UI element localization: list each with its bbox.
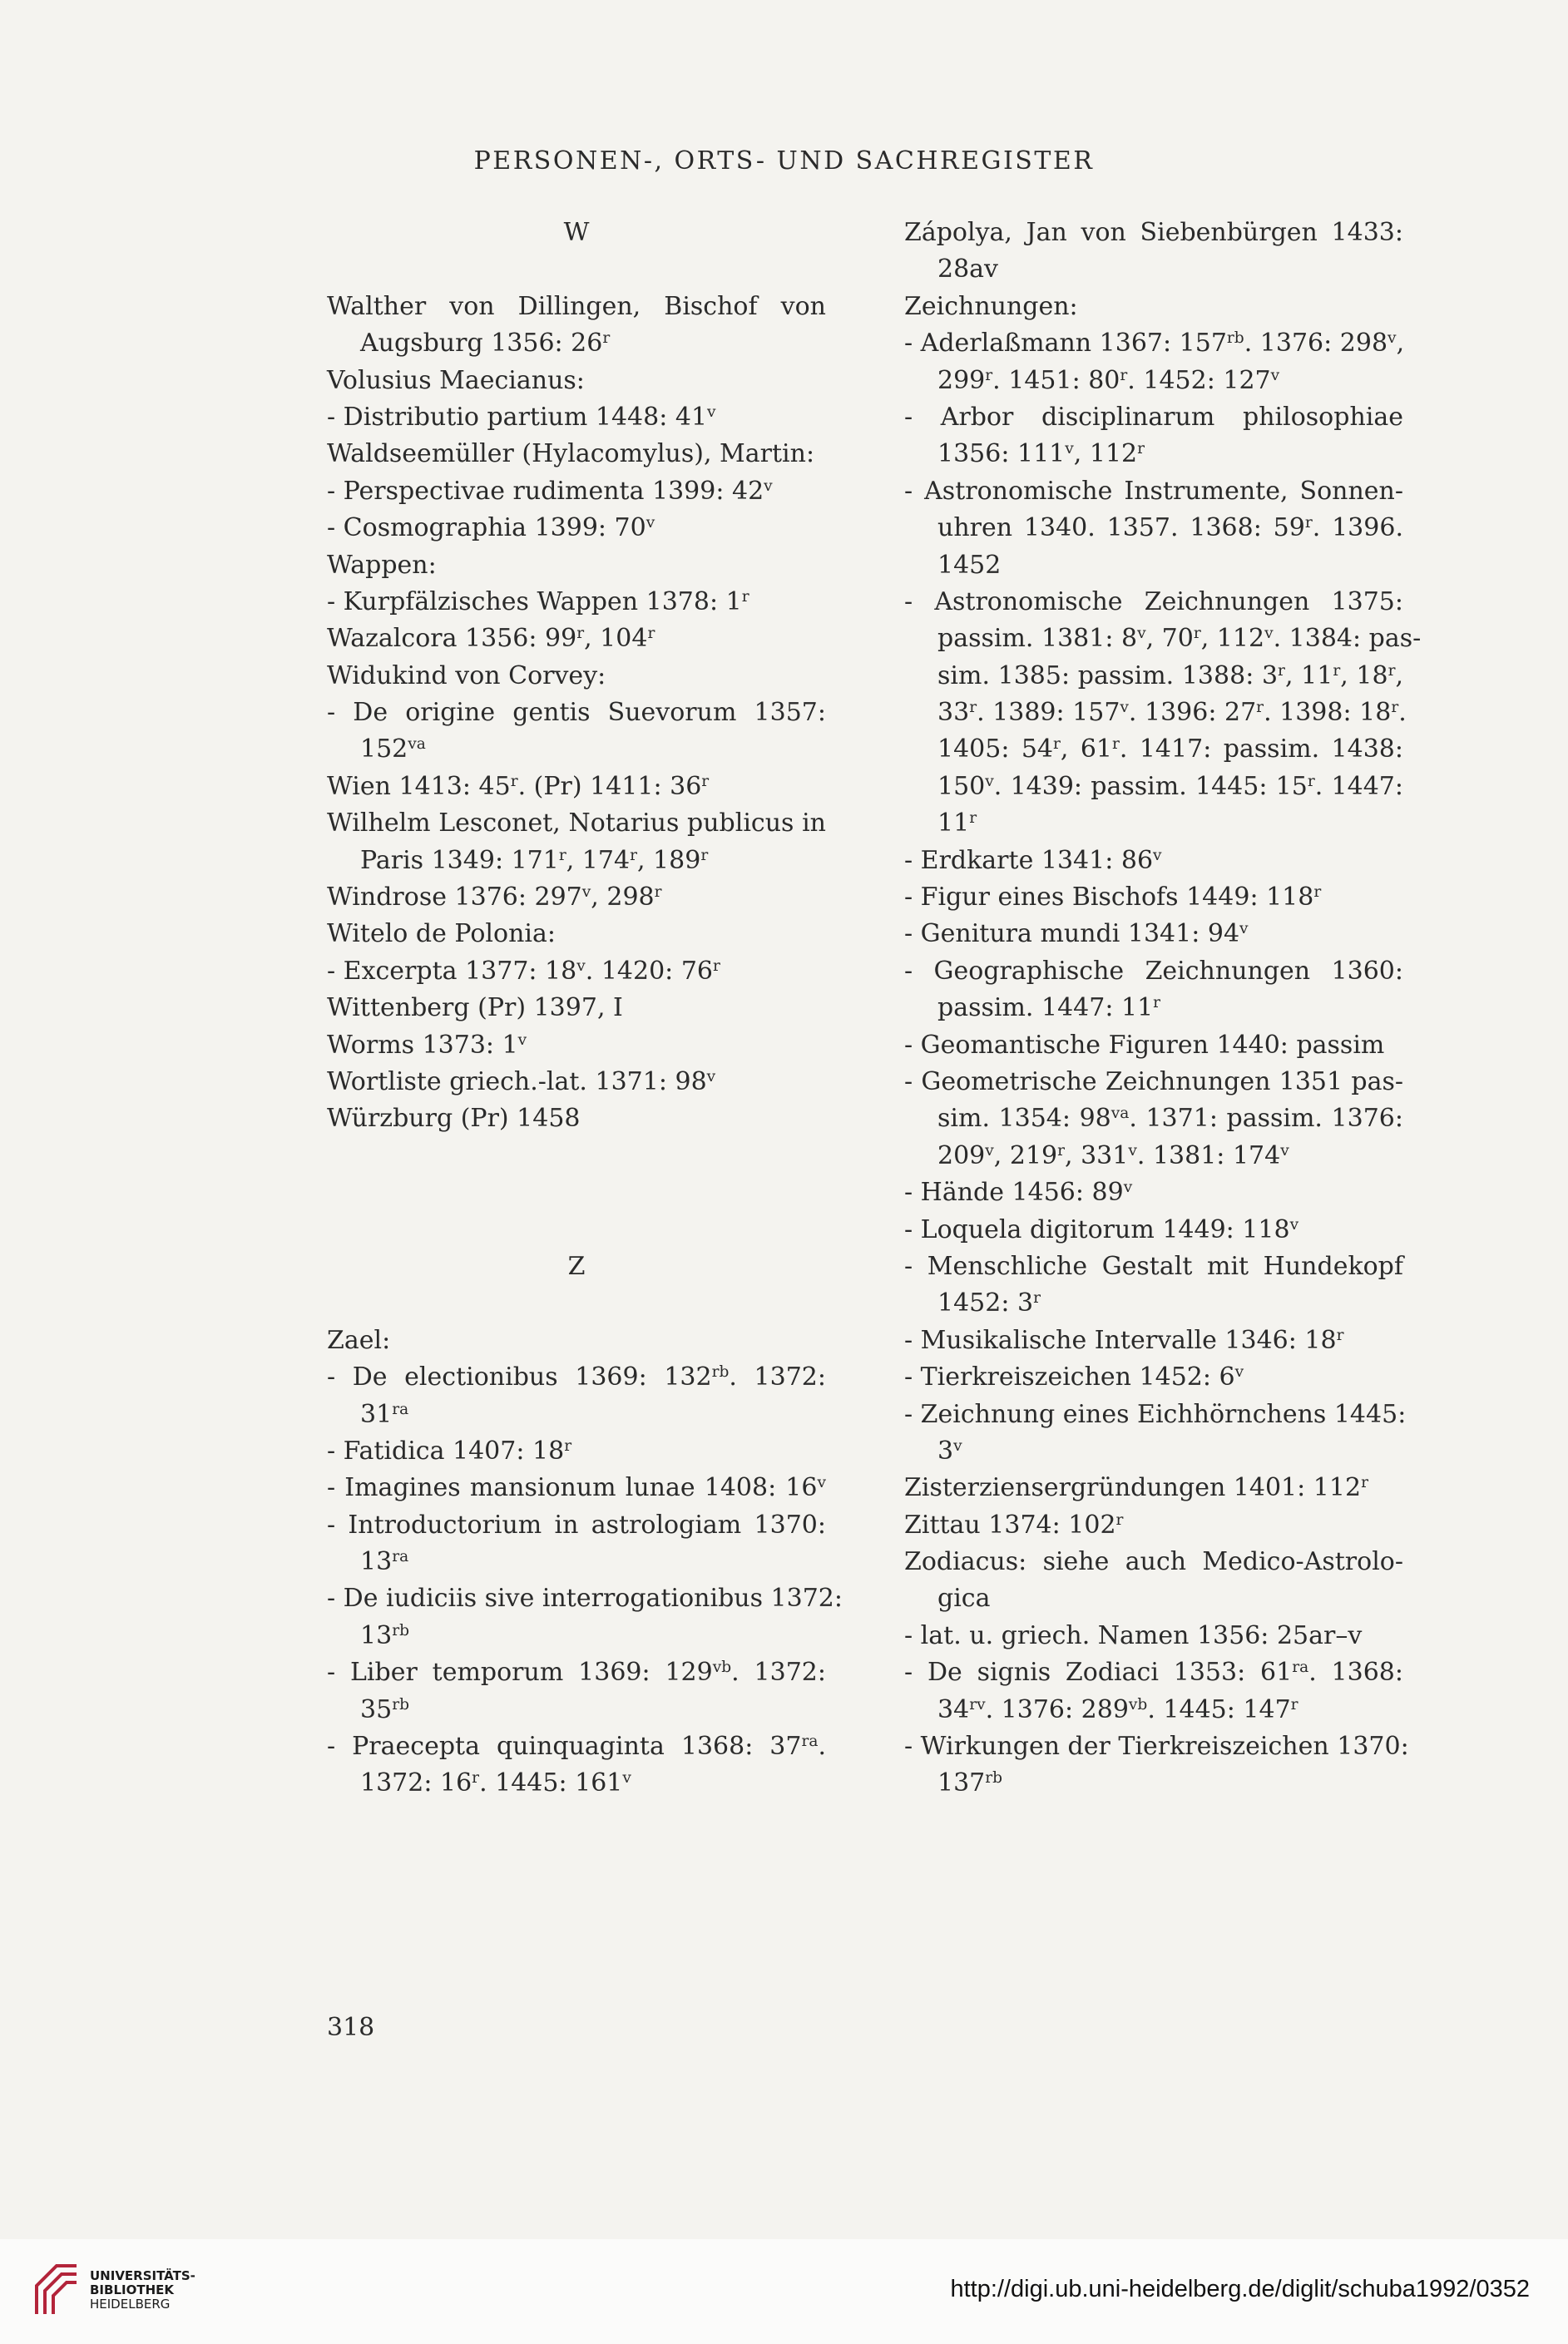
logo-line-1: UNIVERSITÄTS- (90, 2268, 195, 2283)
index-entry-line: - De iudiciis sive interrogationibus 1372: (327, 1584, 843, 1614)
index-entry-line: - lat. u. griech. Namen 1356: 25ar–v (904, 1620, 1363, 1650)
index-entry-line: $13^{rb}$ (360, 1620, 409, 1650)
index-entry-line: 3$^v$ (937, 1436, 962, 1466)
index-entry-line: sim. 1354: $98^{va}$. 1371: passim. 1376: (937, 1104, 1403, 1134)
index-entry-line: - De electionibus 1369: $132^{rb}$. 1372: (327, 1362, 826, 1392)
index-entry-line: - Zeichnung eines Eichhörnchens 1445: (904, 1399, 1407, 1429)
section-letter: Z (567, 1251, 586, 1281)
index-entry-line: - De origine gentis Suevorum 1357: (327, 698, 826, 728)
index-entry-line: $137^{rb}$ (937, 1768, 1003, 1798)
index-entry-line: Zápolya, Jan von Siebenbürgen 1433: (904, 218, 1403, 247)
index-entry-line: - Introductorium in astrologiam 1370: (327, 1510, 826, 1540)
index-entry-line: - De signis Zodiaci 1353: $61^{ra}$. 1368: (904, 1658, 1404, 1688)
index-entry-line (327, 1212, 826, 1249)
right-column (904, 215, 1422, 1803)
index-entry-line: Wappen: (327, 550, 437, 580)
index-entry-line: Augsburg 1356: 26$^r$ (360, 329, 611, 359)
index-entry-line: passim. 1381: 8$^v$, 70$^r$, 112$^v$. 1384: pas- (937, 624, 1422, 654)
index-entry-line: Wien 1413: 45$^r$. (Pr) 1411: 36$^r$ (327, 771, 710, 801)
index-entry-line: Waldseemüller (Hylacomylus), Martin: (327, 439, 815, 469)
index-entry-line: - Astronomische Instrumente, Sonnen- (904, 476, 1403, 506)
index-entry-line: - Erdkarte 1341: 86$^v$ (904, 845, 1162, 875)
index-entry-line: Windrose 1376: 297$^v$, 298$^r$ (327, 883, 662, 912)
index-entry-line (327, 1285, 826, 1322)
index-entry-line: $35^{rb}$ (360, 1694, 409, 1724)
index-entry-line: Zisterziensergründungen 1401: 112$^r$ (904, 1473, 1368, 1503)
index-entry-line: $13^{ra}$ (360, 1547, 409, 1577)
index-entry-line: passim. 1447: 11$^r$ (937, 993, 1161, 1023)
index-entry-line: - Imagines mansionum lunae 1408: 16$^v$ (327, 1473, 826, 1503)
index-entry-line: 28av (937, 255, 999, 284)
index-entry-line: - Musikalische Intervalle 1346: 18$^r$ (904, 1325, 1344, 1355)
index-entry-line: - Praecepta quinquaginta 1368: $37^{ra}$. (327, 1732, 826, 1762)
index-entry-line: - Loquela digitorum 1449: 118$^v$ (904, 1214, 1299, 1244)
index-entry-line: - Aderlaßmann 1367: $157^{rb}$. 1376: 298$^v$, (904, 329, 1405, 359)
page-number: 318 (327, 2013, 375, 2042)
index-entry-line: Widukind von Corvey: (327, 660, 606, 690)
index-entry-line: 1452: 3$^r$ (937, 1288, 1041, 1318)
source-url-link[interactable]: http://digi.ub.uni-heidelberg.de/diglit/schuba1992/0352 (950, 2276, 1530, 2302)
index-entry-line: Wazalcora 1356: 99$^r$, 104$^r$ (327, 624, 655, 654)
index-entry-line: $34^{rv}$. 1376: $289^{vb}$. 1445: 147$^r$ (937, 1694, 1298, 1724)
index-entry-line: 1405: 54$^r$, 61$^r$. 1417: passim. 1438: (937, 734, 1404, 764)
logo-line-2: BIBLIOTHEK (90, 2282, 174, 2297)
index-entry-line: 33$^r$. 1389: 157$^v$. 1396: 27$^r$. 1398: 18$^r$. (937, 698, 1407, 728)
index-entry-line (327, 1138, 826, 1174)
index-entry-line: 209$^v$, 219$^r$, 331$^v$. 1381: 174$^v$ (937, 1140, 1289, 1170)
index-entry-line: 1452 (937, 550, 1002, 580)
index-entry-line: - Arbor disciplinarum philosophiae (904, 402, 1403, 432)
index-entry-line: 1372: 16$^r$. 1445: 161$^v$ (360, 1768, 631, 1798)
index-entry-line: gica (937, 1584, 991, 1614)
index-entry-line: 1356: 111$^v$, 112$^r$ (937, 439, 1145, 469)
index-entry-line: Walther von Dillingen, Bischof von (327, 291, 826, 321)
index-entry-line: $152^{va}$ (360, 734, 426, 764)
index-entry-line: Paris 1349: 171$^r$, 174$^r$, 189$^r$ (360, 845, 709, 875)
footer-bar (0, 2239, 1568, 2344)
index-entry-line: - Liber temporum 1369: $129^{vb}$. 1372: (327, 1658, 827, 1688)
index-entry-line (327, 251, 826, 288)
index-entry-line: Wortliste griech.-lat. 1371: 98$^v$ (327, 1066, 716, 1096)
index-entry-line: - Kurpfälzisches Wappen 1378: 1$^r$ (327, 586, 749, 616)
index-entry-line: - Fatidica 1407: 18$^r$ (327, 1436, 572, 1466)
index-entry-line: 299$^r$. 1451: 80$^r$. 1452: 127$^v$ (937, 365, 1280, 395)
library-logo-icon (32, 2261, 82, 2319)
index-entry-line: - Perspectivae rudimenta 1399: 42$^v$ (327, 476, 773, 506)
index-entry-line: Würzburg (Pr) 1458 (327, 1104, 581, 1134)
index-entry-line: Zeichnungen: (904, 291, 1078, 321)
index-entry-line: - Astronomische Zeichnungen 1375: (904, 586, 1403, 616)
index-entry-line: - Excerpta 1377: 18$^v$. 1420: 76$^r$ (327, 956, 720, 986)
index-entry-line: $31^{ra}$ (360, 1399, 409, 1429)
index-entry-line: - Geographische Zeichnungen 1360: (904, 956, 1403, 986)
left-column (327, 215, 843, 1803)
index-entry-line: sim. 1385: passim. 1388: 3$^r$, 11$^r$, 18$^r$, (937, 660, 1404, 690)
index-entry-line: uhren 1340. 1357. 1368: 59$^r$. 1396. (937, 513, 1403, 543)
index-entry-line: - Geomantische Figuren 1440: passim (904, 1030, 1385, 1060)
index-entry-line: - Geometrische Zeichnungen 1351 pas- (904, 1066, 1403, 1096)
running-header: PERSONEN-, ORTS- UND SACHREGISTER (473, 146, 1095, 176)
index-entry-line: - Wirkungen der Tierkreiszeichen 1370: (904, 1732, 1409, 1762)
index-entry-line: Volusius Maecianus: (327, 365, 585, 395)
index-entry-line: Zittau 1374: 102$^r$ (904, 1510, 1124, 1540)
index-entry-line: - Hände 1456: 89$^v$ (904, 1178, 1133, 1208)
index-entry-line: - Figur eines Bischofs 1449: 118$^r$ (904, 883, 1322, 912)
index-entry-line: Zael: (327, 1325, 391, 1355)
library-logo-text (90, 2269, 195, 2312)
index-entry-line: Zodiacus: siehe auch Medico-Astrolo- (904, 1547, 1403, 1577)
index-entry-line: 11$^r$ (937, 809, 977, 838)
index-entry-line: Witelo de Polonia: (327, 919, 556, 949)
index-entry-line: 150$^v$. 1439: passim. 1445: 15$^r$. 1447: (937, 771, 1403, 801)
index-entry-line: Wittenberg (Pr) 1397, I (327, 993, 623, 1023)
index-entry-line: Worms 1373: 1$^v$ (327, 1030, 527, 1060)
index-entry-line: - Distributio partium 1448: 41$^v$ (327, 402, 716, 432)
index-entry-line: - Tierkreiszeichen 1452: 6$^v$ (904, 1362, 1244, 1392)
index-entry-line: - Genitura mundi 1341: 94$^v$ (904, 919, 1249, 949)
index-entry-line: - Cosmographia 1399: 70$^v$ (327, 513, 655, 543)
section-letter: W (563, 218, 590, 247)
index-entry-line: Wilhelm Lesconet, Notarius publicus in (327, 809, 826, 838)
logo-line-3: HEIDELBERG (90, 2297, 171, 2312)
index-entry-line (327, 1174, 826, 1211)
index-entry-line: - Menschliche Gestalt mit Hundekopf (904, 1251, 1403, 1281)
